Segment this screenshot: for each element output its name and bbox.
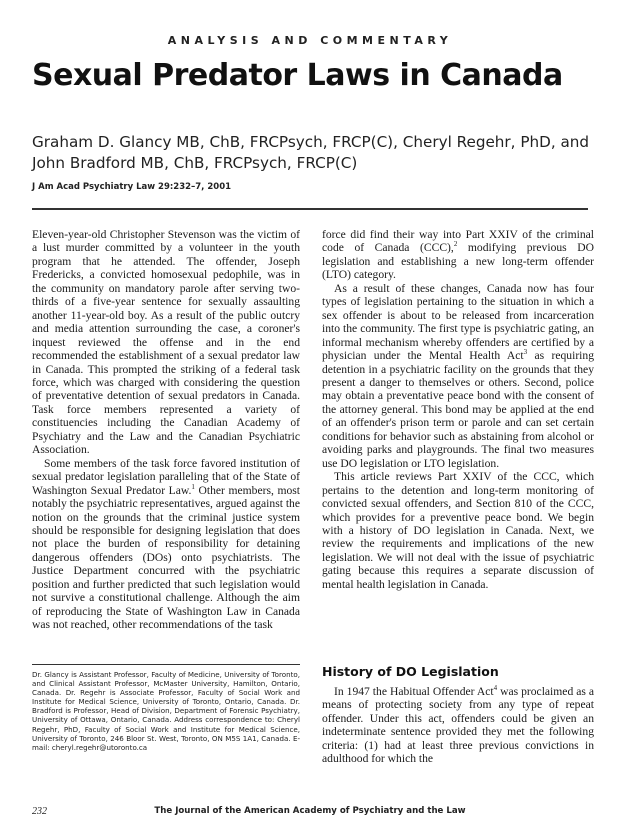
reference-marker: 1 <box>191 482 195 491</box>
paragraph-text: Some members of the task force favored institution of sexual predator legislation paralleling that of the State of Washington Sexual Predator Law. <box>32 456 300 497</box>
right-column-continued <box>322 685 594 766</box>
reference-marker: 4 <box>493 684 498 693</box>
author-affiliation-footnote: Dr. Glancy is Assistant Professor, Faculty of Medicine, University of Toronto, and Clinical Assistant Professor, McMaster University, Hamilton, Ontario, Canada. Dr. Regehr is Associate Professor, Faculty of Social Work and Institute for Medical Science, University of Toronto, Ontario, Canada. Dr. Bradford is Professor, Head of Division, Department of Forensic Psychiatry, University of Ottawa, Ontario, Canada. Address correspondence to: Cheryl Regehr, PhD, Faculty of Social Work and Institute for Medical Science, University of Toronto, 246 Bloor St. West, Toronto, ON M5S 1A1, Canada. E-mail: cheryl.regehr@utoronto.ca <box>32 670 300 752</box>
paragraph-text: As a result of these changes, Canada now has four types of legislation pertaining to the situation in which a sex offender is about to be released from incarceration into the community. The first type is psychiatric gating, an informal mechanism whereby offenders are certified by a physician under the Mental Health Act <box>322 281 594 363</box>
authors-line-2: John Bradford MB, ChB, FRCPsych, FRCP(C) <box>32 154 358 172</box>
authors-line-1: Graham D. Glancy MB, ChB, FRCPsych, FRCP(C), Cheryl Regehr, PhD, and <box>32 133 590 151</box>
paragraph <box>322 228 594 282</box>
header-divider <box>32 208 588 210</box>
left-column <box>32 228 300 632</box>
right-column <box>322 228 594 591</box>
journal-name: The Journal of the American Academy of Psychiatry and the Law <box>154 806 466 816</box>
paragraph-text: as requiring detention in a psychiatric facility on the grounds that they present a danger to themselves or others. Second, police may obtain a preventative peace bond with the consent of the attorney general. This bond may be applied at the end of an offender's prison term or parole and can set certain conditions for behavior such as abstaining from alcohol or avoiding parks and playgrounds. The final two measures use DO legislation or LTO legislation. <box>322 349 594 470</box>
reference-marker: 2 <box>453 240 458 249</box>
author-list <box>32 132 592 174</box>
reference-marker: 3 <box>523 348 528 357</box>
paragraph-text: force did find their way into Part XXIV of the criminal code of Canada (CCC), <box>322 228 594 255</box>
paragraph <box>322 282 594 470</box>
article-title: Sexual Predator Laws in Canada <box>32 58 563 93</box>
paragraph-text: was proclaimed as a means of protecting society from any type of repeat offender. Under this act, offenders could be given an indeterminate sentence provided they met the following criteria: (1) had at least three previous convictions in adulthood for which the <box>322 685 595 766</box>
citation: J Am Acad Psychiatry Law 29:232–7, 2001 <box>32 182 232 192</box>
paragraph: This article reviews Part XXIV of the CCC, which pertains to the detention and long-term monitoring of convicted sexual offenders, and Section 810 of the CCC, which provides for a preventive peace bond. We begin with a history of DO legislation in Canada. Next, we review the requirements and implications of the new legislation. We will not deal with the issue of psychiatric gating because this requires a separate discussion of mental health legislation in Canada. <box>322 470 594 591</box>
paragraph-text: Other members, most notably the psychiatric representatives, argued against the notion on the grounds that the criminal justice system should be responsible for designing legislation that does not place the burden of responsibility for detaining dangerous offenders (DOs) onto psychiatrists. The Justice Department concurred with the psychiatric position and further predicted that such legislation would not survive a constitutional challenge. Although the aim of reproducing the State of Washington Law in Canada was not reached, other recommendations of the task <box>32 483 300 632</box>
paragraph-text: modifying previous DO legislation and establishing a new long-term offender (LTO) category. <box>322 241 594 282</box>
paragraph <box>32 457 300 632</box>
paragraph <box>322 685 594 766</box>
footnote-divider <box>32 664 300 665</box>
section-heading: History of DO Legislation <box>322 664 499 679</box>
paragraph: Eleven-year-old Christopher Stevenson was the victim of a lust murder committed by a volunteer in the youth program that he attended. The offender, Joseph Fredericks, a convicted homosexual pedophile, was in the community on mandatory parole after serving two-thirds of a five-year sentence for sexually assaulting another 11-year-old boy. As a result of the public outcry and media attention surrounding the case, a coroner's inquest reviewed the offense and in the end recommended the establishment of a sexual predator law in Canada. This prompted the striking of a federal task force, which was charged with considering the question of preventative detention of sexual predators in Canada. Task force members represented a variety of constituencies including the Canadian Academy of Psychiatry and the Law and the Canadian Psychiatric Association. <box>32 228 300 457</box>
section-label: ANALYSIS AND COMMENTARY <box>167 34 453 47</box>
page-number: 232 <box>32 806 47 817</box>
paragraph-text: In 1947 the Habitual Offender Act <box>334 685 494 698</box>
